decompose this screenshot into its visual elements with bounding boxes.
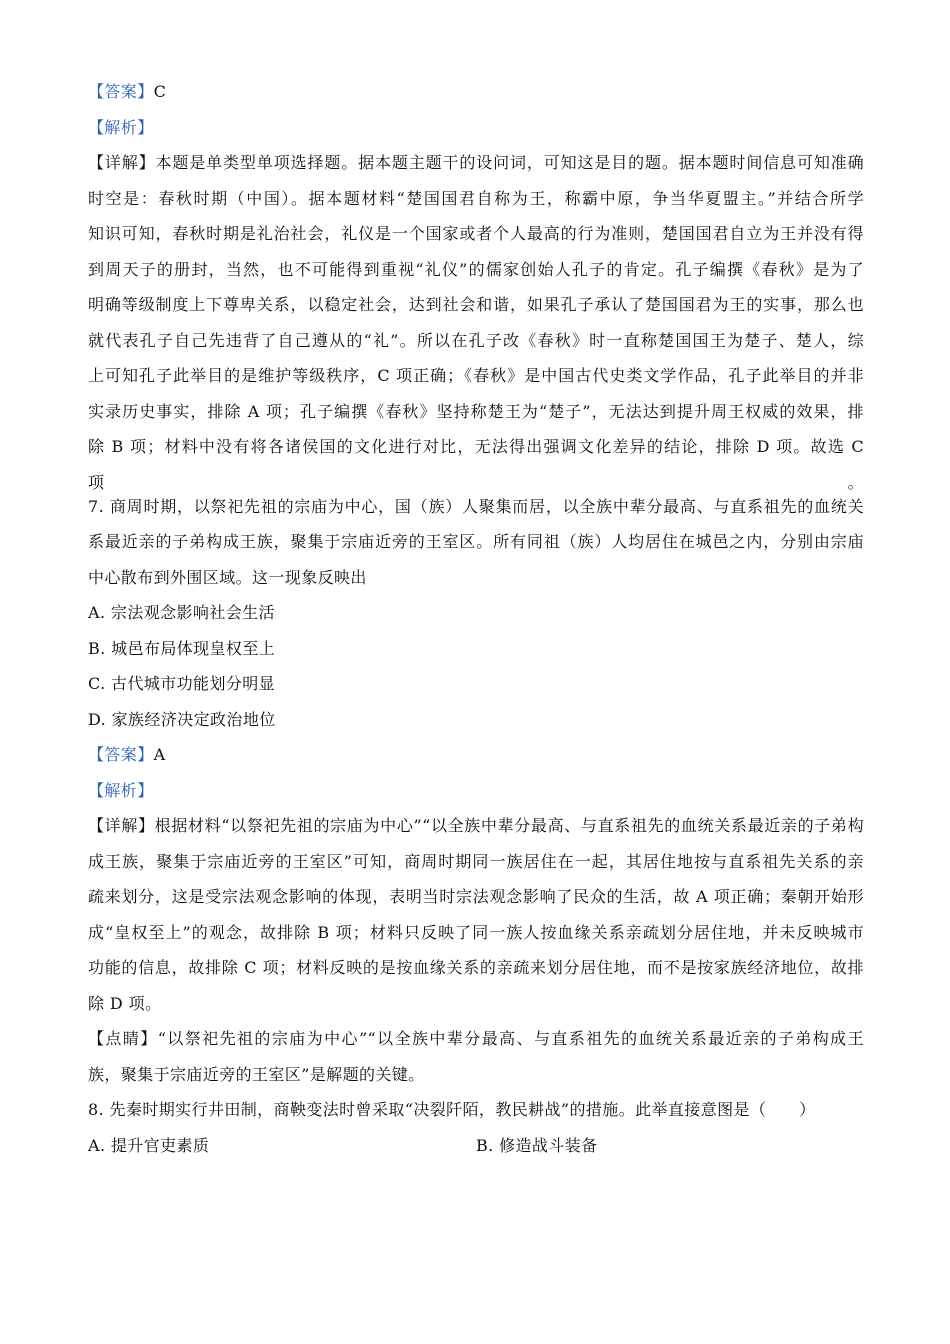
q6-detail-line: 上可知孔子此举目的是维护等级秩序，C 项正确；《春秋》是中国古代史类文学作品，孔子此举目的并非 — [88, 366, 864, 385]
q8-option-b: B. 修造战斗装备 — [476, 1135, 598, 1155]
q8-stem: 8. 先秦时期实行井田制，商鞅变法时曾采取“决裂阡陌，教民耕战”的措施。此举直接意图是（ ） — [88, 1100, 816, 1119]
q6-detail-line: 【详解】本题是单类型单项选择题。据本题主题干的设问词，可知这是目的题。据本题时间信息可知准确 — [88, 153, 864, 172]
q7-tip-line: 【点睛】“以祭祀先祖的宗庙为中心”“以全族中辈分最高、与直系祖先的血统关系最近亲的子弟构成王 — [88, 1029, 864, 1048]
q7-detail-line: 成王族，聚集于宗庙近旁的王室区”可知，商周时期同一族居住在一起，其居住地按与直系祖先关系的亲 — [88, 851, 864, 871]
q6-answer-line — [88, 74, 864, 110]
q6-detail-line: 时空是：春秋时期（中国）。据本题材料“楚国国君自称为王，称霸中原，争当华夏盟主。”并结合所学 — [88, 188, 864, 208]
q7-analysis-tag: 【解析】 — [88, 780, 154, 800]
q6-detail-line: 明确等级制度上下尊卑关系，以稳定社会，达到社会和谐，如果孔子承认了楚国国君为王的实事，那么也 — [88, 295, 864, 314]
tip-tag: 【点睛】 — [88, 1029, 158, 1048]
q7-detail-line: 除 D 项。 — [88, 993, 162, 1013]
q7-answer-line — [88, 737, 864, 773]
q6-detail-line: 到周天子的册封，当然，也不可能得到重视“礼仪”的儒家创始人孔子的肯定。孔子编撰《春秋》是为了 — [88, 259, 864, 279]
q8-option-a: A. 提升官吏素质 — [88, 1135, 210, 1155]
q7-option-a: A. 宗法观念影响社会生活 — [88, 603, 275, 622]
q6-detail-line: 就代表孔子自己先违背了自己遵从的“礼”。所以在孔子改《春秋》时一直称楚国国王为楚子、楚人，综 — [88, 330, 864, 350]
q6-detail-line: 实录历史事实，排除 A 项；孔子编撰《春秋》坚持称楚王为“楚子”，无法达到提升周王权威的效果，排 — [88, 401, 864, 421]
q7-detail-line: 成“皇权至上”的观念，故排除 B 项；材料只反映了同一族人按血缘关系亲疏划分居住地，并未反映城市 — [88, 922, 864, 942]
q7-option-b: B. 城邑布局体现皇权至上 — [88, 638, 276, 658]
q7-tip-line: 族，聚集于宗庙近旁的王室区”是解题的关键。 — [88, 1064, 425, 1084]
answer-tag: 【答案】 — [88, 82, 154, 101]
q7-stem-line: 系最近亲的子弟构成王族，聚集于宗庙近旁的王室区。所有同祖（族）人均居住在城邑之内，分别由宗庙 — [88, 532, 864, 551]
q7-stem-line: 中心散布到外围区域。这一现象反映出 — [88, 567, 367, 587]
q7-option-c: C. 古代城市功能划分明显 — [88, 674, 276, 693]
q7-detail-line: 功能的信息，故排除 C 项；材料反映的是按血缘关系的亲疏来划分居住地，而不是按家族经济地位，故排 — [88, 958, 864, 977]
answer-tag: 【答案】 — [88, 745, 154, 764]
q6-detail-line: 除 B 项；材料中没有将各诸侯国的文化进行对比，无法得出强调文化差异的结论，排除 D 项。故选 C 项。 — [88, 437, 864, 492]
q8-options-row — [88, 1128, 864, 1164]
q7-option-d: D. 家族经济决定政治地位 — [88, 709, 276, 729]
detail-tag: 【详解】 — [88, 153, 156, 172]
q6-detail-line: 知识可知，春秋时期是礼治社会，礼仪是一个国家或者个人最高的行为准则，楚国国君自立为王并没有得 — [88, 224, 864, 243]
q6-analysis-tag: 【解析】 — [88, 117, 154, 137]
q7-stem-line: 7. 商周时期，以祭祀先祖的宗庙为中心，国（族）人聚集而居，以全族中辈分最高、与直系祖先的血统关 — [88, 496, 864, 516]
q7-detail-line: 疏来划分，这是受宗法观念影响的体现，表明当时宗法观念影响了民众的生活，故 A 项正确；秦朝开始形 — [88, 887, 864, 906]
detail-tag: 【详解】 — [88, 816, 155, 835]
q7-detail-line: 【详解】根据材料“以祭祀先祖的宗庙为中心”“以全族中辈分最高、与直系祖先的血统关系最近亲的子弟构 — [88, 816, 864, 835]
answer-value: C — [153, 82, 167, 101]
document-page — [88, 74, 864, 1163]
answer-value: A — [153, 745, 166, 764]
